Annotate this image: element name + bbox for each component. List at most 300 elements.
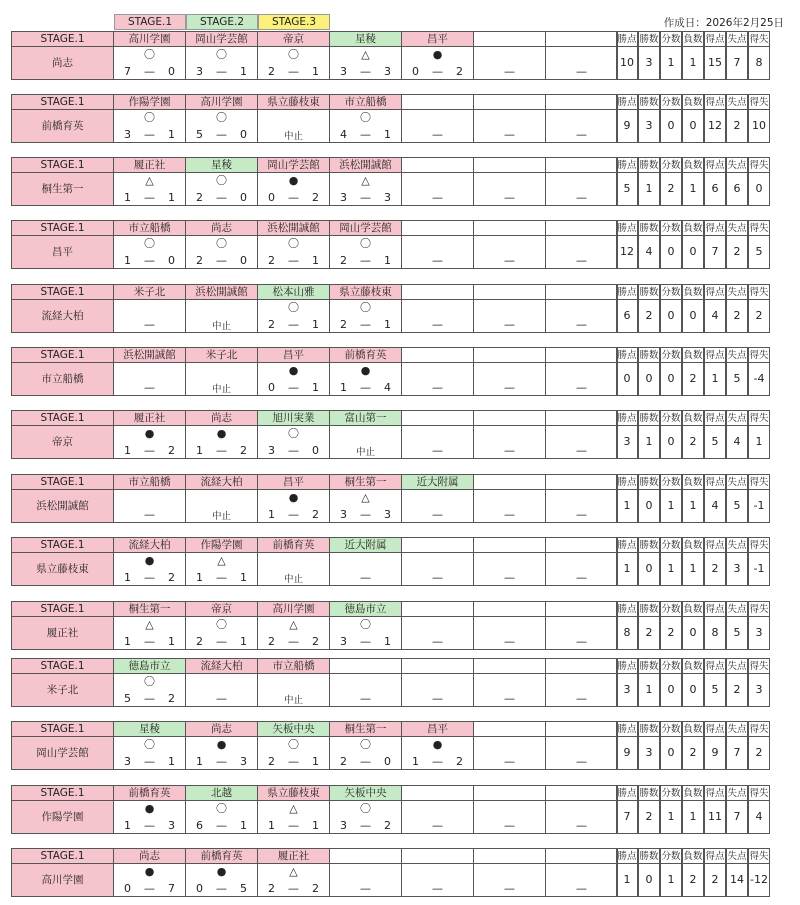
match-cell <box>186 674 258 707</box>
stat-header: 勝数 <box>638 31 660 47</box>
stat-header: 分数 <box>660 537 682 553</box>
stat-header: 負数 <box>682 785 704 801</box>
opponent-name <box>474 537 546 553</box>
score-home: 2 <box>268 65 275 78</box>
match-cell <box>330 47 402 80</box>
empty-dash: — <box>576 381 587 394</box>
match-cell <box>114 674 186 707</box>
stat-header: 負数 <box>682 94 704 110</box>
stat-value: 0 <box>616 363 638 396</box>
stat-header: 勝点 <box>616 537 638 553</box>
result-mark: 〇 <box>144 48 155 61</box>
result-mark: ● <box>216 427 227 440</box>
match-cell <box>186 801 258 834</box>
stage-label: STAGE.1 <box>11 94 114 110</box>
score-away: 1 <box>168 191 175 204</box>
stat-value: 8 <box>748 47 770 80</box>
stat-header: 失点 <box>726 94 748 110</box>
stat-value: -4 <box>748 363 770 396</box>
stage-label: STAGE.1 <box>11 474 114 490</box>
empty-dash: — <box>504 755 515 768</box>
match-cell <box>474 47 546 80</box>
empty-dash: — <box>216 692 227 705</box>
match-cell <box>186 363 258 396</box>
score-dash: — <box>360 254 371 267</box>
stat-header: 勝点 <box>616 347 638 363</box>
empty-dash: — <box>432 508 443 521</box>
opponent-name: 昌平 <box>402 31 474 47</box>
result-mark: 〇 <box>288 237 299 250</box>
opponent-name <box>402 410 474 426</box>
score-dash: — <box>144 635 155 648</box>
empty-dash: — <box>504 882 515 895</box>
score-home: 2 <box>268 755 275 768</box>
stat-value: 1 <box>660 553 682 586</box>
stat-value: 2 <box>704 864 726 897</box>
stat-value: 0 <box>660 110 682 143</box>
stat-value: 7 <box>726 801 748 834</box>
stat-header: 得失 <box>748 721 770 737</box>
match-cell <box>474 363 546 396</box>
stat-value: 7 <box>726 737 748 770</box>
match-cell <box>186 110 258 143</box>
empty-dash: — <box>432 882 443 895</box>
stat-header: 負数 <box>682 721 704 737</box>
stat-value: 3 <box>638 47 660 80</box>
stat-header: 負数 <box>682 410 704 426</box>
match-cell <box>546 617 618 650</box>
stage-label: STAGE.1 <box>11 785 114 801</box>
stat-value: 9 <box>704 737 726 770</box>
match-cell <box>258 173 330 206</box>
score-dash: — <box>216 571 227 584</box>
stat-value: 5 <box>704 674 726 707</box>
team-block <box>11 94 786 143</box>
stat-value: 8 <box>616 617 638 650</box>
stat-value: 2 <box>704 553 726 586</box>
opponent-name <box>546 347 618 363</box>
opponent-name <box>330 658 402 674</box>
opponent-name: 県立藤枝東 <box>330 284 402 300</box>
stat-header: 勝点 <box>616 785 638 801</box>
score-dash: — <box>216 128 227 141</box>
stat-header: 分数 <box>660 157 682 173</box>
result-mark: △ <box>145 618 154 631</box>
stat-header: 得点 <box>704 848 726 864</box>
stat-value: -1 <box>748 553 770 586</box>
score-home: 5 <box>196 128 203 141</box>
match-cell <box>330 553 402 586</box>
legend-stage3: STAGE.3 <box>258 14 330 30</box>
stage-legend <box>114 14 330 30</box>
match-cell <box>186 236 258 269</box>
match-cell <box>114 864 186 897</box>
score-away: 2 <box>240 444 247 457</box>
stat-header: 失点 <box>726 410 748 426</box>
stat-header: 負数 <box>682 157 704 173</box>
team-name: 岡山学芸館 <box>11 737 114 770</box>
opponent-name: 岡山学芸館 <box>186 31 258 47</box>
match-cell <box>114 490 186 523</box>
stat-value: 6 <box>616 300 638 333</box>
opponent-name <box>402 347 474 363</box>
empty-dash: — <box>504 692 515 705</box>
stage-label: STAGE.1 <box>11 848 114 864</box>
stat-header: 勝点 <box>616 94 638 110</box>
opponent-name: 星稜 <box>114 721 186 737</box>
cancelled-note: 中止 <box>283 695 303 706</box>
stat-header: 得失 <box>748 94 770 110</box>
score-dash: — <box>360 755 371 768</box>
stat-header: 得点 <box>704 347 726 363</box>
stat-header: 得点 <box>704 601 726 617</box>
opponent-name: 高川学園 <box>114 31 186 47</box>
stat-value: 3 <box>726 553 748 586</box>
match-cell <box>330 737 402 770</box>
score-home: 3 <box>340 191 347 204</box>
match-cell <box>474 300 546 333</box>
opponent-name: 岡山学芸館 <box>258 157 330 173</box>
score-home: 3 <box>340 819 347 832</box>
score-home: 1 <box>196 571 203 584</box>
match-cell <box>546 236 618 269</box>
empty-dash: — <box>504 128 515 141</box>
team-name: 高川学園 <box>11 864 114 897</box>
result-mark: 〇 <box>144 675 155 688</box>
score-away: 2 <box>384 819 391 832</box>
result-mark: △ <box>145 174 154 187</box>
result-mark: 〇 <box>360 738 371 751</box>
stat-header: 負数 <box>682 284 704 300</box>
match-cell <box>474 110 546 143</box>
stat-value: 1 <box>660 801 682 834</box>
stat-header: 得失 <box>748 347 770 363</box>
opponent-name: 流経大柏 <box>186 658 258 674</box>
score-away: 1 <box>312 318 319 331</box>
opponent-name <box>546 785 618 801</box>
match-cell <box>258 674 330 707</box>
stat-value: 1 <box>638 674 660 707</box>
score-dash: — <box>216 882 227 895</box>
opponent-name <box>546 658 618 674</box>
stat-header: 失点 <box>726 785 748 801</box>
opponent-name: 昌平 <box>258 347 330 363</box>
result-mark: 〇 <box>288 48 299 61</box>
cancelled-note: 中止 <box>211 384 231 395</box>
score-dash: — <box>144 128 155 141</box>
score-home: 1 <box>268 508 275 521</box>
stat-header: 勝数 <box>638 347 660 363</box>
score-away: 0 <box>168 65 175 78</box>
stat-value: 0 <box>682 617 704 650</box>
stat-value: 0 <box>748 173 770 206</box>
match-cell <box>546 737 618 770</box>
score-home: 7 <box>124 65 131 78</box>
score-dash: — <box>144 819 155 832</box>
team-block <box>11 721 786 770</box>
stat-value: 10 <box>748 110 770 143</box>
score-home: 2 <box>268 254 275 267</box>
opponent-name: 高川学園 <box>258 601 330 617</box>
score-away: 2 <box>312 508 319 521</box>
stat-value: 3 <box>748 617 770 650</box>
score-dash: — <box>216 755 227 768</box>
cancelled-note: 中止 <box>283 574 303 585</box>
stat-value: 0 <box>638 553 660 586</box>
match-cell <box>258 236 330 269</box>
match-cell <box>546 490 618 523</box>
stat-header: 得失 <box>748 474 770 490</box>
stat-header: 勝数 <box>638 94 660 110</box>
empty-dash: — <box>504 819 515 832</box>
opponent-name <box>546 31 618 47</box>
score-away: 1 <box>240 819 247 832</box>
stat-value: 5 <box>726 363 748 396</box>
opponent-name <box>474 410 546 426</box>
opponent-name: 浜松開誠館 <box>186 284 258 300</box>
result-mark: ● <box>288 364 299 377</box>
stat-header: 勝数 <box>638 474 660 490</box>
empty-dash: — <box>576 508 587 521</box>
opponent-name: 市立船橋 <box>114 474 186 490</box>
stat-header: 得点 <box>704 410 726 426</box>
score-away: 3 <box>168 819 175 832</box>
score-dash: — <box>288 882 299 895</box>
cancelled-note: 中止 <box>211 321 231 332</box>
stat-header: 失点 <box>726 31 748 47</box>
match-cell <box>258 426 330 459</box>
match-cell <box>258 737 330 770</box>
result-mark: 〇 <box>288 301 299 314</box>
opponent-name: 履正社 <box>114 157 186 173</box>
result-mark: ● <box>144 802 155 815</box>
match-cell <box>258 617 330 650</box>
legend-stage2: STAGE.2 <box>186 14 258 30</box>
score-dash: — <box>216 65 227 78</box>
match-cell <box>474 173 546 206</box>
empty-dash: — <box>504 381 515 394</box>
empty-dash: — <box>576 819 587 832</box>
match-cell <box>474 737 546 770</box>
empty-dash: — <box>432 381 443 394</box>
match-cell <box>474 553 546 586</box>
stat-value: 4 <box>726 426 748 459</box>
opponent-name: 昌平 <box>258 474 330 490</box>
stat-value: 3 <box>638 737 660 770</box>
result-mark: 〇 <box>216 48 227 61</box>
score-dash: — <box>360 191 371 204</box>
stage-label: STAGE.1 <box>11 157 114 173</box>
result-mark: ● <box>144 427 155 440</box>
score-dash: — <box>288 508 299 521</box>
empty-dash: — <box>576 318 587 331</box>
opponent-name <box>474 220 546 236</box>
opponent-name: 浜松開誠館 <box>330 157 402 173</box>
stat-value: 2 <box>726 674 748 707</box>
stat-value: -12 <box>748 864 770 897</box>
stat-header: 分数 <box>660 220 682 236</box>
stat-header: 得点 <box>704 785 726 801</box>
stat-header: 分数 <box>660 474 682 490</box>
stat-header: 得失 <box>748 658 770 674</box>
match-cell <box>402 300 474 333</box>
opponent-name <box>546 94 618 110</box>
stat-header: 得点 <box>704 721 726 737</box>
stat-value: 9 <box>616 110 638 143</box>
score-away: 0 <box>240 191 247 204</box>
score-dash: — <box>144 755 155 768</box>
result-mark: ● <box>144 865 155 878</box>
opponent-name: 尚志 <box>186 220 258 236</box>
result-mark: △ <box>289 865 298 878</box>
stat-value: 5 <box>616 173 638 206</box>
stat-value: 0 <box>660 737 682 770</box>
match-cell <box>114 426 186 459</box>
match-cell <box>258 363 330 396</box>
stat-header: 勝点 <box>616 474 638 490</box>
stat-value: 0 <box>682 236 704 269</box>
empty-dash: — <box>432 318 443 331</box>
stat-header: 勝数 <box>638 785 660 801</box>
match-cell <box>330 236 402 269</box>
stat-header: 分数 <box>660 658 682 674</box>
match-cell <box>402 363 474 396</box>
opponent-name <box>474 474 546 490</box>
opponent-name: 松本山雅 <box>258 284 330 300</box>
match-cell <box>114 300 186 333</box>
opponent-name <box>474 848 546 864</box>
stat-header: 分数 <box>660 785 682 801</box>
empty-dash: — <box>432 128 443 141</box>
stat-value: 2 <box>682 426 704 459</box>
opponent-name <box>402 785 474 801</box>
team-name: 流経大柏 <box>11 300 114 333</box>
score-home: 2 <box>340 254 347 267</box>
stat-header: 勝点 <box>616 601 638 617</box>
stat-header: 勝数 <box>638 601 660 617</box>
stat-value: 4 <box>704 490 726 523</box>
stat-value: 1 <box>660 864 682 897</box>
score-home: 2 <box>196 191 203 204</box>
opponent-name: 桐生第一 <box>330 721 402 737</box>
stage-label: STAGE.1 <box>11 220 114 236</box>
team-name: 帝京 <box>11 426 114 459</box>
stat-value: 9 <box>616 737 638 770</box>
stat-header: 勝点 <box>616 157 638 173</box>
score-dash: — <box>144 191 155 204</box>
opponent-name: 尚志 <box>114 848 186 864</box>
stat-header: 得失 <box>748 410 770 426</box>
cancelled-note: 中止 <box>355 447 375 458</box>
score-away: 1 <box>312 755 319 768</box>
match-cell <box>114 553 186 586</box>
score-away: 2 <box>456 755 463 768</box>
empty-dash: — <box>504 571 515 584</box>
result-mark: 〇 <box>216 174 227 187</box>
score-away: 1 <box>240 571 247 584</box>
match-cell <box>186 737 258 770</box>
result-mark: 〇 <box>288 427 299 440</box>
score-home: 1 <box>124 635 131 648</box>
score-home: 2 <box>340 755 347 768</box>
score-home: 5 <box>124 692 131 705</box>
opponent-name: 尚志 <box>186 410 258 426</box>
score-away: 1 <box>384 318 391 331</box>
score-dash: — <box>144 254 155 267</box>
empty-dash: — <box>576 191 587 204</box>
opponent-name <box>474 157 546 173</box>
stat-header: 負数 <box>682 601 704 617</box>
opponent-name: 徳島市立 <box>330 601 402 617</box>
stat-header: 勝数 <box>638 848 660 864</box>
stat-header: 勝点 <box>616 220 638 236</box>
score-dash: — <box>216 444 227 457</box>
stat-header: 得失 <box>748 284 770 300</box>
stat-header: 得失 <box>748 157 770 173</box>
stat-header: 勝数 <box>638 537 660 553</box>
stat-header: 勝数 <box>638 410 660 426</box>
result-mark: △ <box>361 174 370 187</box>
team-block <box>11 220 786 269</box>
match-cell <box>546 553 618 586</box>
empty-dash: — <box>504 444 515 457</box>
match-cell <box>330 617 402 650</box>
team-name: 桐生第一 <box>11 173 114 206</box>
stat-header: 勝点 <box>616 284 638 300</box>
result-mark: 〇 <box>216 111 227 124</box>
opponent-name: 流経大柏 <box>114 537 186 553</box>
team-name: 浜松開誠館 <box>11 490 114 523</box>
score-home: 3 <box>196 65 203 78</box>
stat-value: 1 <box>616 490 638 523</box>
opponent-name: 桐生第一 <box>330 474 402 490</box>
stat-header: 失点 <box>726 658 748 674</box>
score-dash: — <box>288 755 299 768</box>
stat-value: 4 <box>638 236 660 269</box>
opponent-name <box>546 474 618 490</box>
empty-dash: — <box>576 444 587 457</box>
stat-value: 2 <box>660 173 682 206</box>
score-dash: — <box>360 819 371 832</box>
score-away: 1 <box>384 128 391 141</box>
opponent-name: 市立船橋 <box>258 658 330 674</box>
result-mark: ● <box>216 738 227 751</box>
match-cell <box>114 801 186 834</box>
stat-header: 得点 <box>704 157 726 173</box>
score-away: 1 <box>168 128 175 141</box>
score-home: 0 <box>412 65 419 78</box>
stat-header: 得点 <box>704 284 726 300</box>
result-mark: 〇 <box>216 618 227 631</box>
empty-dash: — <box>576 692 587 705</box>
stat-header: 得点 <box>704 94 726 110</box>
team-block <box>11 601 786 650</box>
opponent-name: 流経大柏 <box>186 474 258 490</box>
stat-value: 1 <box>660 490 682 523</box>
stage-label: STAGE.1 <box>11 658 114 674</box>
score-away: 0 <box>384 755 391 768</box>
stat-value: 5 <box>726 490 748 523</box>
stat-value: 2 <box>682 363 704 396</box>
empty-dash: — <box>432 191 443 204</box>
match-cell <box>186 426 258 459</box>
score-home: 2 <box>196 254 203 267</box>
opponent-name <box>474 31 546 47</box>
team-name: 米子北 <box>11 674 114 707</box>
empty-dash: — <box>360 692 371 705</box>
stat-value: 15 <box>704 47 726 80</box>
stat-header: 得点 <box>704 220 726 236</box>
